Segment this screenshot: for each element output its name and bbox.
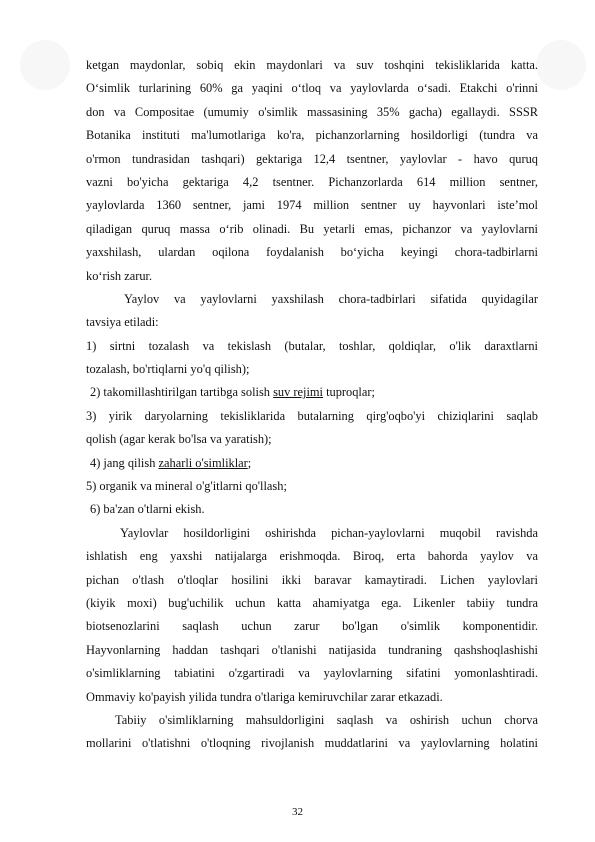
- text-line: yaylovlarda 1360 sentner, jami 1974 million sentner uy hayvonlari iste’mol: [86, 198, 538, 213]
- text-line: Ommaviy ko'payish yilida tundra o'tlariga kemiruvchilar zarar etkazadi.: [86, 689, 443, 704]
- text-line: yaxshilash, ulardan oqilona foydalanish bo‘yicha keyingi chora-tadbirlarni: [86, 245, 538, 260]
- link-zaharli-osimliklar[interactable]: zaharli o'simliklar: [158, 455, 248, 470]
- text-line: Hayvonlarning haddan tashqari o'tlanishi natijasida tundraning qashshoqlashishi: [86, 642, 538, 657]
- list-item: 3) yirik daryolarning tekisliklarida butalarning qirg'oqbo'yi chiziqlarini saqlab: [86, 408, 538, 423]
- text-line: ishlatish eng yaxshi natijalarga erishmoqda. Biroq, erta bahorda yaylov va: [86, 549, 538, 564]
- watermark-circle: [20, 40, 70, 90]
- text-line: Botanika instituti ma'lumotlariga ko'ra, pichanzorlarning hosildorligi (tundra va: [86, 128, 538, 143]
- text-line: vazni bo'yicha gektariga 4,2 tsentner. Pichanzorlarda 614 million sentner,: [86, 174, 538, 189]
- list-item-text: ;: [247, 455, 252, 470]
- text-line: ketgan maydonlar, sobiq ekin maydonlari va suv toshqini tekisliklarida katta.: [86, 58, 538, 72]
- text-line: qiladigan quruq massa o‘rib olinadi. Bu yetarli emas, pichanzor va yaylovlarni: [86, 221, 538, 236]
- paragraph-first-line: Yaylovlar hosildorligini oshirishda pichan-yaylovlarni muqobil ravishda: [120, 525, 538, 540]
- text-line: o'simliklarning tabiatini o'zgartiradi va yaylovlarning sifatini yomonlashtiradi.: [86, 666, 538, 681]
- paragraph-first-line: Tabiiy o'simliklarning mahsuldorligini saqlash va oshirish uchun chorva: [115, 712, 538, 727]
- list-item-text: tuproqlar;: [322, 385, 375, 400]
- text-line: O‘simlik turlarining 60% ga yaqini o‘tloq va yaylovlarda o‘sadi. Etakchi o'rinni: [86, 81, 538, 96]
- text-line: tavsiya etiladi:: [86, 315, 159, 330]
- text-line: ko‘rish zarur.: [86, 268, 153, 283]
- text-line: (kiyik moxi) bug'uchilik uchun katta ahamiyatga ega. Likenler tabiiy tundra: [86, 595, 538, 610]
- link-suv-rejimi[interactable]: suv rejimi: [273, 385, 323, 400]
- list-item: 6) ba'zan o'tlarni ekish.: [90, 502, 205, 517]
- text-line: pichan o'tlash o'tloqlar hosilini ikki baravar kamaytiradi. Lichen yaylovlari: [86, 572, 538, 587]
- watermark-circle: [536, 40, 586, 90]
- list-item: 5) organik va mineral o'g'itlarni qo'llash;: [86, 479, 287, 494]
- text-line: o'rmon tundrasidan tashqari) gektariga 12,4 tsentner, yaylovlar - havo quruq: [86, 151, 538, 166]
- list-item-text: 2) takomillashtirilgan tartibga solish: [90, 385, 274, 400]
- text-line: mollarini o'tlatishni o'tloqning rivojlanish muddatlarini va yaylovlarning holatini: [86, 736, 538, 751]
- text-line: don va Compositae (umumiy o'simlik massasining 35% gacha) egallaydi. SSSR: [86, 104, 538, 119]
- text-line: tozalash, bo'rtiqlarni yo'q qilish);: [86, 362, 250, 377]
- text-line: biotsenozlarini saqlash uchun zarur bo'lgan o'simlik komponentidir.: [86, 619, 538, 634]
- paragraph-first-line: Yaylov va yaylovlarni yaxshilash chora-tadbirlari sifatida quyidagilar: [124, 291, 538, 306]
- document-body: [86, 54, 538, 756]
- list-item-text: 4) jang qilish: [90, 455, 159, 470]
- page-number: 32: [292, 806, 303, 818]
- list-item: [86, 452, 538, 475]
- text-line: qolish (agar kerak bo'lsa va yaratish);: [86, 432, 272, 447]
- list-item: [86, 381, 538, 404]
- list-item: 1) sirtni tozalash va tekislash (butalar, toshlar, qoldiqlar, o'lik daraxtlarni: [86, 338, 538, 353]
